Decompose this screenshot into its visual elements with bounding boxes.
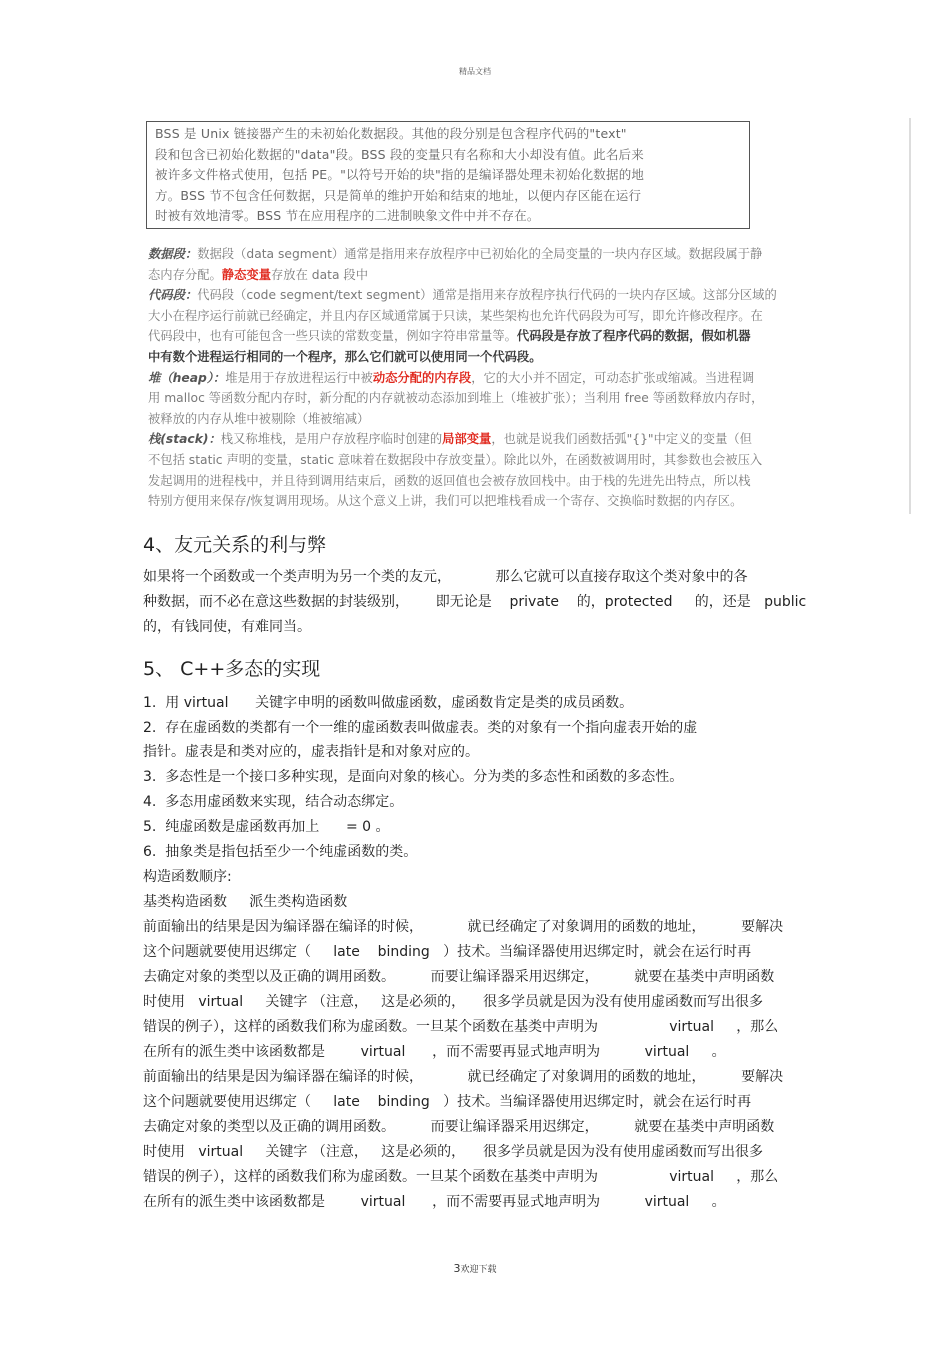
bss-line: 方。BSS 节不包含任何数据，只是简单的维护开始和结束的地址，以便内存区能在运行 — [155, 187, 642, 203]
paragraph-line: 错误的例子），这样的函数我们称为虚函数。一旦某个函数在基类中声明为 virtual ，那么 — [143, 1169, 779, 1185]
data-segment-line: 态内存分配。静态变量存放在 data 段中 — [148, 267, 369, 282]
stack-line: 发起调用的进程栈中，并且待到调用结束后，函数的返回值也会被存放回栈中。由于栈的先进先出特点，所以栈 — [148, 473, 751, 488]
paragraph-line: 在所有的派生类中该函数都是 virtual ，而不需要再显式地声明为 virtual 。 — [143, 1194, 726, 1210]
paragraph-line: 错误的例子），这样的函数我们称为虚函数。一旦某个函数在基类中声明为 virtual ，那么 — [143, 1019, 779, 1035]
stack-line: 不包括 static 声明的变量，static 意味着在数据段中存放变量）。除此以外，在函数被调用时，其参数也会被压入 — [148, 452, 763, 467]
paragraph-line: 1. 用 virtual 关键字申明的函数叫做虚函数，虚函数肯定是类的成员函数。 — [143, 695, 634, 711]
paragraph-line: 2. 存在虚函数的类都有一个一维的虚函数表叫做虚表。类的对象有一个指向虚表开始的虚 — [143, 720, 698, 736]
stack-line: 栈(stack)：栈又称堆栈，是用户存放程序临时创建的局部变量，也就是说我们函数括弧"{}"中定义的变量（但 — [148, 432, 752, 447]
section-heading: 5、 C++多态的实现 — [143, 658, 321, 680]
heap-line: 被释放的内存从堆中被剔除（堆被缩减） — [148, 411, 370, 426]
header-watermark: 精品文档 — [459, 67, 491, 76]
bss-line: BSS 是 Unix 链接器产生的未初始化数据段。其他的段分别是包含程序代码的"text" — [155, 126, 627, 141]
paragraph-line: 6. 抽象类是指包括至少一个纯虚函数的类。 — [143, 844, 418, 860]
heap-line: 用 malloc 等函数分配内存时，新分配的内存就被动态添加到堆上（堆被扩张）；当利用 free 等函数释放内存时， — [148, 391, 764, 406]
scan-edge — [909, 118, 911, 514]
paragraph-line: 去确定对象的类型以及正确的调用函数。 而要让编译器采用迟绑定， 就要在基类中声明函数 — [143, 969, 775, 985]
paragraph-line: 的，有钱同使，有难同当。 — [143, 619, 311, 635]
paragraph-line: 这个问题就要使用迟绑定（ late binding ）技术。当编译器使用迟绑定时，就会在运行时再 — [143, 944, 752, 960]
paragraph-line: 如果将一个函数或一个类声明为另一个类的友元， 那么它就可以直接存取这个类对象中的各 — [143, 569, 748, 585]
bss-line: 时被有效地清零。BSS 节在应用程序的二进制映象文件中并不存在。 — [155, 208, 540, 223]
bss-line: 被许多文件格式使用，包括 PE。"以符号开始的块"指的是编译器处理未初始化数据的地 — [155, 167, 645, 182]
paragraph-line: 4. 多态用虚函数来实现，结合动态绑定。 — [143, 794, 404, 810]
paragraph-line: 前面输出的结果是因为编译器在编译的时候， 就已经确定了对象调用的函数的地址， 要解决 — [143, 919, 784, 935]
code-segment-term: 代码段： — [148, 288, 198, 303]
footer-text: 欢迎下载 — [460, 1265, 497, 1275]
dynamic-memory-highlight: 动态分配的内存段 — [372, 370, 472, 385]
paragraph-line: 这个问题就要使用迟绑定（ late binding ）技术。当编译器使用迟绑定时，就会在运行时再 — [143, 1094, 752, 1110]
heap-line: 堆（heap）：堆是用于存放进程运行中被动态分配的内存段，它的大小并不固定，可动态扩张或缩减。当进程调 — [148, 370, 755, 385]
code-segment-line: 中有数个进程运行相同的一个程序，那么它们就可以使用同一个代码段。 — [148, 349, 542, 364]
stack-line: 特别方便用来保存/恢复调用现场。从这个意义上讲，我们可以把堆栈看成一个寄存、交换临时数据的内存区。 — [148, 494, 743, 509]
code-segment-line: 代码段中，也有可能包含一些只读的常数变量，例如字符串常量等。代码段是存放了程序代码的数据，假如机器 — [148, 329, 751, 344]
page-number: 3 — [453, 1262, 461, 1275]
scanned-figure — [143, 118, 911, 514]
heap-term: 堆（heap）： — [148, 370, 226, 385]
data-segment-term: 数据段： — [148, 247, 198, 261]
paragraph-line: 去确定对象的类型以及正确的调用函数。 而要让编译器采用迟绑定， 就要在基类中声明函数 — [143, 1119, 775, 1135]
paragraph-line: 前面输出的结果是因为编译器在编译的时候， 就已经确定了对象调用的函数的地址， 要解决 — [143, 1069, 784, 1085]
paragraph-line: 时使用 virtual 关键字 （注意， 这是必须的， 很多学员就是因为没有使用虚函数而写出很多 — [143, 994, 763, 1010]
paragraph-line: 5. 纯虚函数是虚函数再加上 = 0 。 — [143, 819, 390, 835]
paragraph-line: 在所有的派生类中该函数都是 virtual ，而不需要再显式地声明为 virtual 。 — [143, 1044, 726, 1060]
paragraph-line: 3. 多态性是一个接口多种实现，是面向对象的核心。分为类的多态性和函数的多态性。 — [143, 769, 684, 785]
paragraph-line: 指针。虚表是和类对应的，虚表指针是和对象对应的。 — [143, 744, 479, 760]
paragraph-line: 时使用 virtual 关键字 （注意， 这是必须的， 很多学员就是因为没有使用虚函数而写出很多 — [143, 1144, 763, 1160]
bss-line: 段和包含已初始化数据的"data"段。BSS 段的变量只有名称和大小却没有值。此名后来 — [155, 146, 644, 162]
local-variable-highlight: 局部变量 — [442, 432, 492, 447]
segment-definitions — [148, 244, 910, 512]
paragraph-line: 种数据，而不必在意这些数据的封装级别， 即无论是 private 的，protected 的，还是 public — [143, 594, 807, 610]
code-segment-line: 代码段：代码段（code segment/text segment）通常是指用来存放程序执行代码的一块内存区域。这部分区域的 — [148, 288, 777, 303]
bss-description-box — [146, 121, 750, 229]
paragraph-line: 基类构造函数 派生类构造函数 — [143, 894, 348, 910]
data-segment-line: 数据段：数据段（data segment）通常是指用来存放程序中已初始化的全局变量的一块内存区域。数据段属于静 — [148, 247, 763, 261]
section-heading: 4、友元关系的利与弊 — [143, 534, 327, 556]
page-footer — [0, 1262, 950, 1275]
paragraph-line: 构造函数顺序: — [143, 869, 232, 885]
static-variable-highlight: 静态变量 — [221, 267, 271, 282]
code-segment-line: 大小在程序运行前就已经确定，并且内存区域通常属于只读，某些架构也允许代码段为可写，即允许修改程序。在 — [148, 308, 763, 323]
stack-term: 栈(stack)： — [148, 432, 221, 447]
